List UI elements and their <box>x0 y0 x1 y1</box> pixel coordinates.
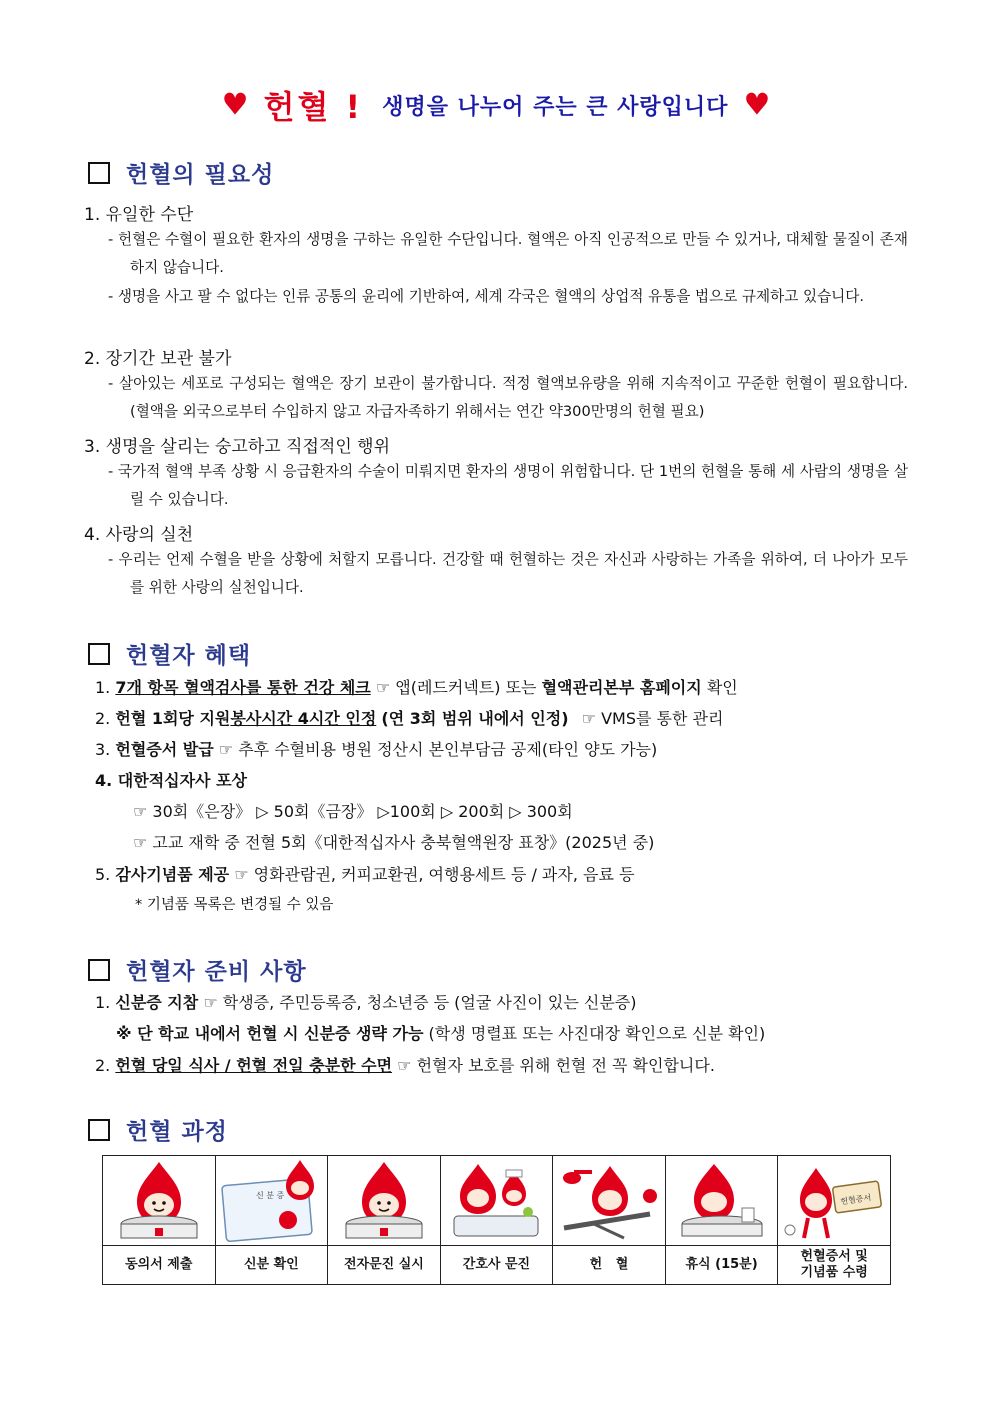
process-image-cell <box>103 1156 216 1246</box>
process-image-cell <box>665 1156 778 1246</box>
paragraph: - 생명을 사고 팔 수 없다는 인류 공통의 윤리에 기반하여, 세계 각국은 혈액의 상업적 유통을 법으로 규제하고 있습니다. <box>108 288 864 305</box>
nurse-mascot-icon <box>446 1158 546 1243</box>
process-table <box>102 1155 891 1285</box>
page-title <box>0 82 992 128</box>
heart-icon: ♥ <box>221 87 249 123</box>
paragraph: - 살아있는 세포로 구성되는 혈액은 장기 보관이 불가합니다. 적정 혈액보유량을 위해 지속적이고 꾸준한 헌혈이 필요합니다. (혈액을 외국으로부터 수입하지 않고 자급자족하기 위해서는 연간 약300만명의 헌혈 필요) <box>108 375 908 420</box>
section-benefits <box>88 637 251 670</box>
process-step-label: 동의서 제출 <box>103 1246 216 1285</box>
mascot-desk-icon <box>109 1158 209 1243</box>
checkbox-icon <box>88 643 110 665</box>
paragraph: - 헌혈은 수혈이 필요한 환자의 생명을 구하는 유일한 수단입니다. 혈액은 아직 인공적으로 만들 수 있거나, 대체할 물질이 존재하지 않습니다. <box>108 231 908 276</box>
item-heading: 4. 사랑의 실천 <box>84 525 194 545</box>
item-heading: 3. 생명을 살리는 숭고하고 직접적인 행위 <box>84 437 390 457</box>
process-step-label: 간호사 문진 <box>440 1246 553 1285</box>
section-prep <box>88 953 307 986</box>
title-subtitle: 생명을 나누어 주는 큰 사랑입니다 <box>382 94 729 120</box>
benefit-4-sub: ☞ 고교 재학 중 전혈 5회《대한적십자사 충북혈액원장 표창》(2025년 중) <box>133 833 655 852</box>
prep-1: 1. 신분증 지참 ☞ 학생증, 주민등록증, 청소년증 등 (얼굴 사진이 있는 신분증) <box>95 993 637 1012</box>
paragraph: - 국가적 혈액 부족 상황 시 응급환자의 수술이 미뤄지면 환자의 생명이 위험합니다. 단 1번의 헌혈을 통해 세 사람의 생명을 살릴 수 있습니다. <box>108 463 908 508</box>
section-title: 헌혈자 혜택 <box>126 643 252 669</box>
checkbox-icon <box>88 959 110 981</box>
checkbox-icon <box>88 162 110 184</box>
item-heading: 2. 장기간 보관 불가 <box>84 349 232 369</box>
benefit-4: 4. 대한적십자사 포상 <box>95 771 247 790</box>
item-heading: 1. 유일한 수단 <box>84 205 194 225</box>
process-step-label: 휴식 (15분) <box>665 1246 778 1285</box>
section-process <box>88 1113 228 1146</box>
sign-text: 헌혈증서 <box>839 1193 872 1207</box>
heart-icon: ♥ <box>743 87 771 123</box>
donation-bed-icon <box>554 1158 664 1243</box>
prep-2: 2. 헌혈 당일 식사 / 헌혈 전일 충분한 수면 ☞ 헌혈자 보호를 위해 헌혈 전 꼭 확인합니다. <box>95 1056 715 1075</box>
certificate-sign-icon <box>782 1158 887 1243</box>
title-main: 헌혈 ! <box>263 88 364 126</box>
mascot-desk-icon <box>334 1158 434 1243</box>
section-need <box>88 156 274 189</box>
process-image-cell <box>553 1156 666 1246</box>
prep-note: ※ 단 학교 내에서 헌혈 시 신분증 생략 가능 (학생 명렬표 또는 사진대장 확인으로 신분 확인) <box>116 1024 766 1043</box>
benefit-4-sub: ☞ 30회《은장》 ▷ 50회《금장》 ▷100회 ▷ 200회 ▷ 300회 <box>133 802 573 821</box>
process-image-cell <box>328 1156 441 1246</box>
benefit-1: 1. 7개 항목 혈액검사를 통한 건강 체크 ☞ 앱(레드커넥트) 또는 혈액관리본부 홈페이지 확인 <box>95 678 738 697</box>
process-image-cell <box>778 1156 891 1246</box>
id-card-icon <box>216 1158 326 1243</box>
benefit-note: * 기념품 목록은 변경될 수 있음 <box>135 897 334 913</box>
process-step-label: 전자문진 실시 <box>328 1246 441 1285</box>
section-title: 헌혈자 준비 사항 <box>126 959 307 985</box>
benefit-5: 5. 감사기념품 제공 ☞ 영화관람권, 커피교환권, 여행용세트 등 / 과자, 음료 등 <box>95 865 635 884</box>
process-image-cell <box>440 1156 553 1246</box>
section-title: 헌혈 과정 <box>126 1119 228 1145</box>
paragraph: - 우리는 언제 수혈을 받을 상황에 처할지 모릅니다. 건강할 때 헌혈하는 것은 자신과 사랑하는 가족을 위하여, 더 나아가 모두를 위한 사랑의 실천입니다. <box>108 551 908 596</box>
card-title: 신 분 증 <box>256 1191 285 1200</box>
checkbox-icon <box>88 1119 110 1141</box>
benefit-3: 3. 헌혈증서 발급 ☞ 추후 수혈비용 병원 정산시 본인부담금 공제(타인 양도 가능) <box>95 740 658 759</box>
process-step-label: 신분 확인 <box>215 1246 328 1285</box>
process-step-label: 헌혈증서 및 기념품 수령 <box>778 1246 891 1285</box>
process-step-label: 헌 혈 <box>553 1246 666 1285</box>
process-image-cell <box>215 1156 328 1246</box>
section-title: 헌혈의 필요성 <box>126 162 275 188</box>
rest-snack-icon <box>672 1158 772 1243</box>
benefit-2: 2. 헌혈 1회당 지원봉사시간 4시간 인정 (연 3회 범위 내에서 인정) ☞ VMS를 통한 관리 <box>95 709 724 728</box>
